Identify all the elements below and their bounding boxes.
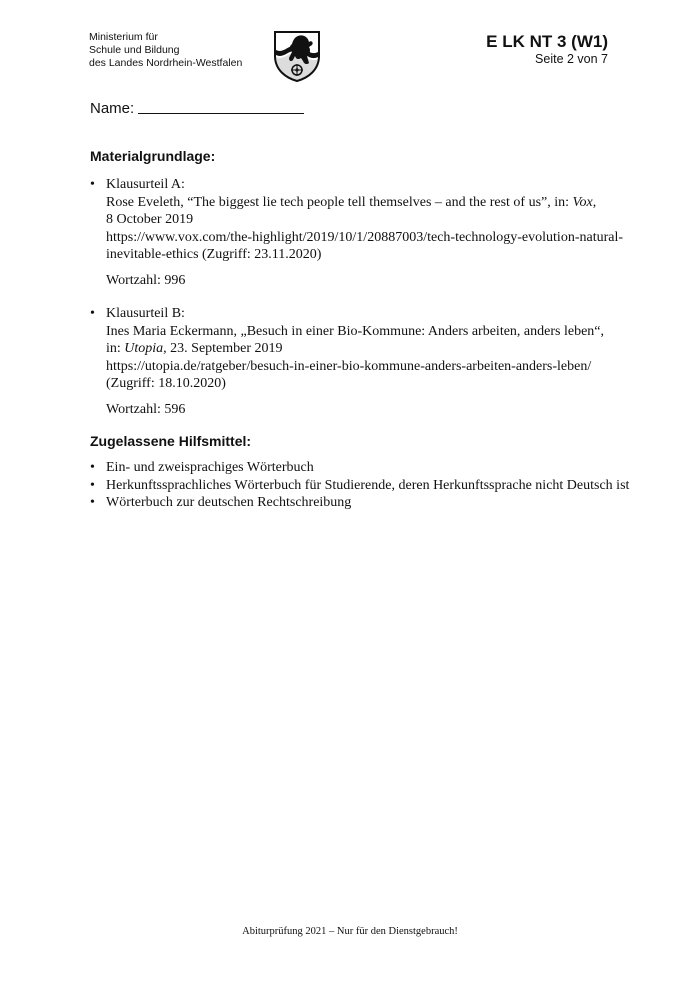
- source-citation: Ines Maria Eckermann, „Besuch in einer Bio-Kommune: Anders arbeiten, anders leben“,: [106, 323, 604, 339]
- name-field: [90, 99, 304, 117]
- bullet-icon: •: [90, 495, 95, 510]
- source-date: 8 October 2019: [106, 212, 194, 227]
- footer-note: Abiturprüfung 2021 – Nur für den Dienstgebrauch!: [242, 926, 458, 937]
- source-publication: [106, 340, 630, 358]
- source-url: https://www.vox.com/the-highlight/2019/10/1/20887003/tech-technology-evolution-natural-: [106, 229, 624, 245]
- page-indicator: Seite 2 von 7: [535, 52, 608, 66]
- publication-name: Utopia: [124, 341, 164, 356]
- ministry-line-3: des Landes Nordrhein-Westfalen: [89, 57, 243, 69]
- ministry-name: [89, 31, 242, 70]
- ministry-line-2: Schule und Bildung: [89, 44, 180, 56]
- word-count: Wortzahl: 596: [106, 401, 186, 417]
- citation-text: in:: [106, 341, 125, 356]
- list-item: [90, 459, 650, 477]
- aids-list: [90, 459, 650, 512]
- source-label: Klausurteil A:: [106, 177, 185, 192]
- source-date: , 23. September 2019: [163, 341, 283, 356]
- ministry-line-1: Ministerium für: [89, 31, 158, 43]
- aid-text: Herkunftssprachliches Wörterbuch für Studierende, deren Herkunftssprache nicht Deutsch ist: [106, 477, 630, 493]
- bullet-icon: •: [90, 477, 95, 493]
- aids-title: Zugelassene Hilfsmittel:: [90, 433, 252, 449]
- exam-code: E LK NT 3 (W1): [486, 32, 608, 51]
- citation-text: Rose Eveleth, “The biggest lie tech people tell themselves – and the rest of us”, in:: [106, 194, 573, 210]
- source-url: https://utopia.de/ratgeber/besuch-in-einer-bio-kommune-anders-arbeiten-anders-leben/: [106, 358, 592, 374]
- source-url-cont: inevitable-ethics (Zugriff: 23.11.2020): [106, 247, 322, 262]
- bullet-icon: •: [90, 460, 95, 475]
- citation-punct: ,: [592, 194, 597, 210]
- aid-text: Ein- und zweisprachiges Wörterbuch: [106, 460, 314, 475]
- bullet-icon: •: [90, 177, 95, 192]
- source-label: Klausurteil B:: [106, 306, 185, 321]
- word-count: Wortzahl: 996: [106, 272, 186, 288]
- name-blank-line[interactable]: [138, 99, 304, 114]
- bullet-icon: •: [90, 306, 95, 321]
- list-item: [90, 305, 630, 418]
- source-citation: [106, 194, 630, 212]
- name-label: Name:: [90, 100, 135, 117]
- source-url-cont: (Zugriff: 18.10.2020): [106, 376, 226, 391]
- material-title: Materialgrundlage:: [90, 148, 216, 164]
- nrw-crest-icon: [272, 30, 322, 82]
- material-list: [90, 176, 630, 418]
- publication-name: Vox: [572, 194, 593, 210]
- exam-code-block: [486, 32, 608, 67]
- list-item: [90, 477, 650, 495]
- list-item: [90, 494, 650, 512]
- aid-text: Wörterbuch zur deutschen Rechtschreibung: [106, 495, 352, 510]
- list-item: [90, 176, 630, 289]
